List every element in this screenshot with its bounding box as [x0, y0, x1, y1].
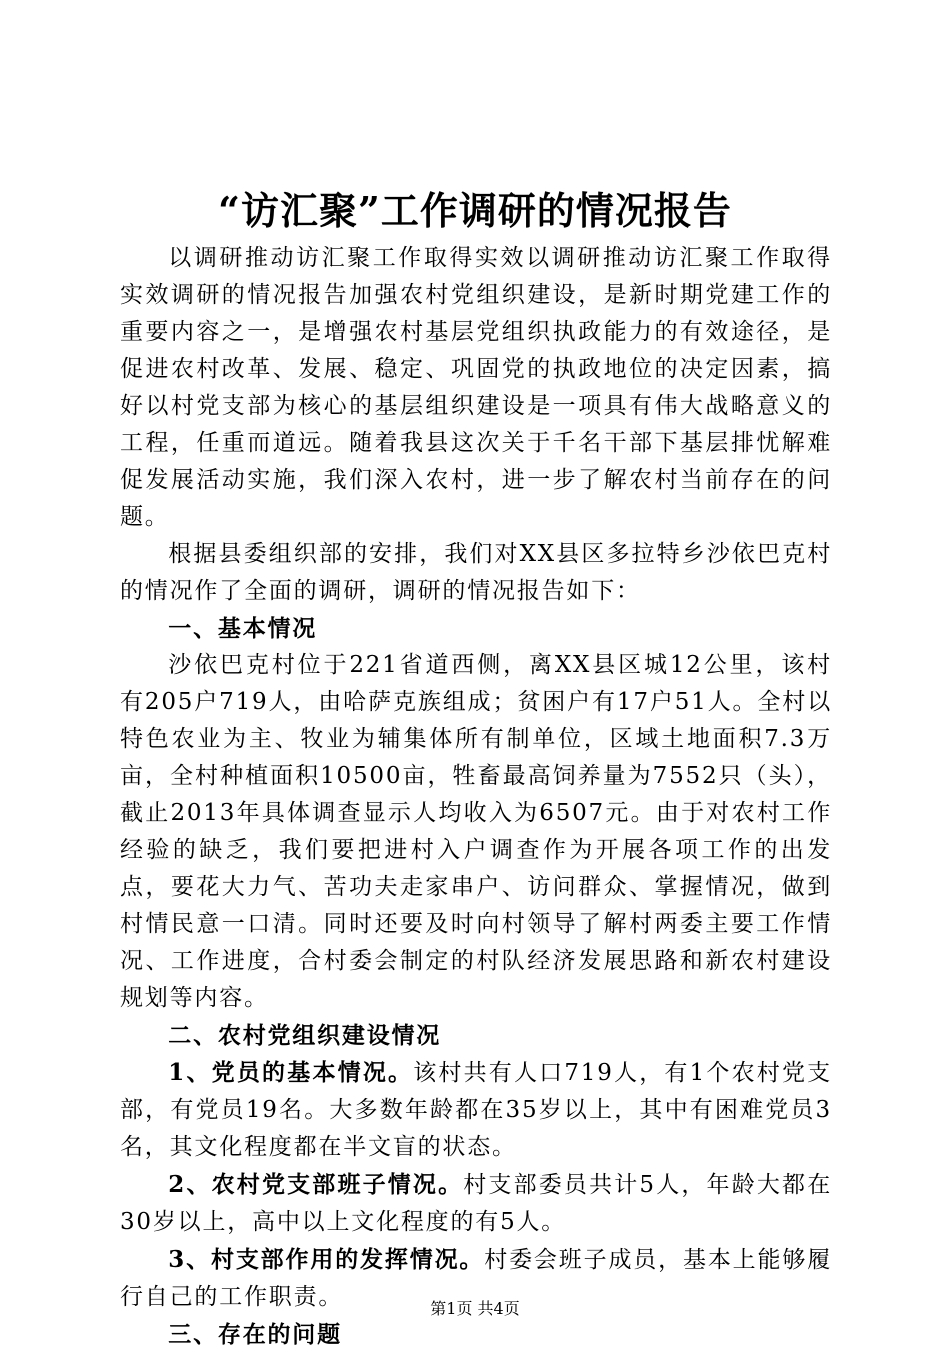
paragraph-branch-team — [120, 1166, 832, 1241]
paragraph-basic-info: 沙依巴克村位于221省道西侧，离XX县区城12公里，该村有205户719人，由哈萨克族组成；贫困户有17户51人。全村以特色农业为主、牧业为辅集体所有制单位，区域土地面积7.3万亩，全村种植面积10500亩，牲畜最高饲养量为7552只（头），截止2013年具体调查显示人均收入为6507元。由于对农村工作经验的缺乏，我们要把进村入户调查作为开展各项工作的出发点，要花大力气、苦功夫走家串户、访问群众、掌握情况，做到村情民意一口清。同时还要及时向村领导了解村两委主要工作情况、工作进度，合村委会制定的村队经济发展思路和新农村建设规划等内容。 — [120, 652, 832, 1011]
page-footer: 第1页 共4页 — [430, 1299, 520, 1318]
paragraph-arrangement: 根据县委组织部的安排，我们对XX县区多拉特乡沙依巴克村的情况作了全面的调研，调研的情况报告如下： — [120, 541, 832, 604]
document-body — [120, 240, 832, 1353]
paragraph-intro: 以调研推动访汇聚工作取得实效以调研推动访汇聚工作取得实效调研的情况报告加强农村党组织建设，是新时期党建工作的重要内容之一，是增强农村基层党组织执政能力的有效途径，是促进农村改革、发展、稳定、巩固党的执政地位的决定因素，搞好以村党支部为核心的基层组织建设是一项具有伟大战略意义的工程，任重而道远。随着我县这次关于千名干部下基层排忧解难促发展活动实施，我们深入农村，进一步了解农村当前存在的问题。 — [120, 245, 832, 530]
paragraph-branch-team-lead: 2、农村党支部班子情况。 — [168, 1171, 464, 1198]
paragraph-members-lead: 1、党员的基本情况。 — [168, 1059, 414, 1086]
paragraph-branch-role-text: 村委会班子成员，基本上能够履行自己的工作职责。 — [120, 1247, 832, 1310]
section-heading-basic: 一、基本情况 — [168, 615, 318, 642]
section-heading-problems: 三、存在的问题 — [168, 1321, 342, 1348]
section-heading-party-building: 二、农村党组织建设情况 — [168, 1022, 442, 1049]
paragraph-branch-role-lead: 3、村支部作用的发挥情况。 — [168, 1246, 485, 1273]
document-title: “访汇聚”工作调研的情况报告 — [218, 188, 732, 233]
paragraph-branch-team-text: 村支部委员共计5人，年龄大都在30岁以上，高中以上文化程度的有5人。 — [120, 1172, 832, 1235]
paragraph-members-text: 该村共有人口719人，有1个农村党支部，有党员19名。大多数年龄都在35岁以上，其中有困难党员3名，其文化程度都在半文盲的状态。 — [120, 1060, 832, 1160]
paragraph-members — [120, 1054, 832, 1166]
